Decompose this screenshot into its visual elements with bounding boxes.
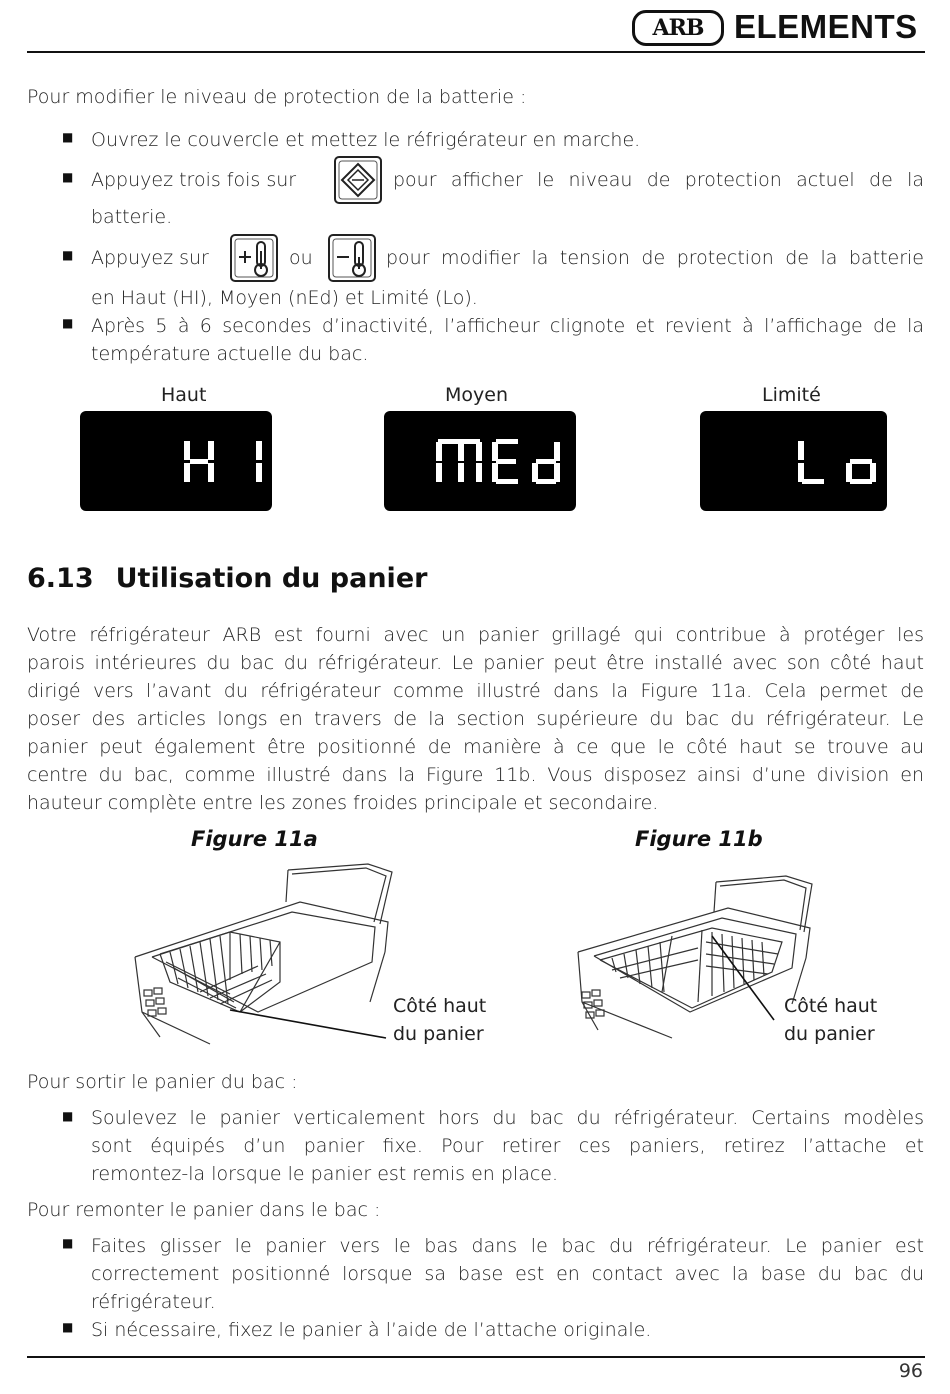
remove-step-line: Soulevez le panier verticalement hors du bac du réfrigérateur. Certains modèles [91,1107,924,1129]
bullet-marker: ■ [62,1109,74,1123]
figure-11a-callout-line2: du panier [393,1023,484,1045]
step-inactivity-b: température actuelle du bac. [91,343,369,365]
refit-intro: Pour remonter le panier dans le bac : [27,1199,381,1221]
arb-logo [632,10,724,46]
intro-text: Pour modifier le niveau de protection de la batterie : [27,86,527,108]
display-label-limited: Limité [762,384,821,406]
footer-rule [27,1356,925,1358]
step-press-plus-minus-a: Appuyez sur [91,247,209,269]
step-or: ou [289,247,313,269]
figure-11b-callout-line1: Côté haut [784,995,878,1017]
para-line: poser des articles longs en travers de la section supérieure du bac du réfrigérateur. Le [27,708,924,730]
display-label-high: Haut [161,384,207,406]
bullet-marker: ■ [62,130,74,144]
figure-11a-illustration [130,862,400,1047]
bullet-marker: ■ [62,1236,74,1250]
bullet-marker: ■ [62,170,74,184]
refit-step-line: correctement positionné lorsque sa base est en contact avec la base du bac du [91,1263,924,1285]
logo-text: ARB [652,15,704,41]
section-title: Utilisation du panier [115,563,428,594]
para-line: panier peut également être positionné de manière à ce que le côté haut se trouve au [27,736,924,758]
step-press-three-b: pour afficher le niveau de protection actuel de la [393,169,924,191]
step-press-three-a: Appuyez trois fois sur [91,169,297,191]
step-press-plus-minus-b: pour modifier la tension de protection de la batterie [386,247,924,269]
para-line: hauteur complète entre les zones froides principale et secondaire. [27,792,659,814]
para-line: dirigé vers l’avant du réfrigérateur comme illustré dans la Figure 11a. Cela permet de [27,680,924,702]
step-press-plus-minus-c: en Haut (HI), Moyen (nEd) et Limité (Lo). [91,287,478,309]
bullet-marker: ■ [62,316,74,330]
remove-step-line: remontez-la lorsque le panier est remis en place. [91,1163,559,1185]
step-open-lid: Ouvrez le couvercle et mettez le réfrigérateur en marche. [91,129,641,151]
bullet-marker: ■ [62,248,74,262]
display-label-medium: Moyen [445,384,508,406]
para-line: centre du bac, comme illustré dans la Figure 11b. Vous disposez ainsi d’une division en [27,764,924,786]
section-number: 6.13 [27,563,94,594]
lcd-display-limited [700,411,887,511]
para-line: parois intérieures du bac du réfrigérateur. Le panier peut être installé avec son côté haut [27,652,924,674]
step-press-three-c: batterie. [91,206,173,228]
figure-11a-caption: Figure 11a [191,827,318,851]
header-rule [27,51,925,53]
lcd-display-medium [384,411,576,511]
remove-intro: Pour sortir le panier du bac : [27,1071,298,1093]
remove-step-line: sont équipés d’un panier fixe. Pour retirer ces paniers, retirez l’attache et [91,1135,924,1157]
thermometer-minus-icon [327,233,377,283]
figure-11a-callout-line1: Côté haut [393,995,487,1017]
step-inactivity-a: Après 5 à 6 secondes d’inactivité, l’afficheur clignote et revient à l’affichage de la [91,315,924,337]
figure-11b-callout-line2: du panier [784,1023,875,1045]
refit-step-line: Faites glisser le panier vers le bas dans le bac du réfrigérateur. Le panier est [91,1235,924,1257]
lcd-digits-high [80,411,272,511]
lcd-digits-medium [384,411,576,511]
brand-title: ELEMENTS [734,8,918,45]
refit-step-fix: Si nécessaire, fixez le panier à l’aide de l’attache originale. [91,1319,652,1341]
thermometer-plus-icon [229,233,279,283]
figure-11b-caption: Figure 11b [635,827,763,851]
battery-mode-button-icon [333,155,383,205]
bullet-marker: ■ [62,1320,74,1334]
para-line: Votre réfrigérateur ARB est fourni avec un panier grillagé qui contribue à protéger les [27,624,924,646]
lcd-display-high [80,411,272,511]
section-heading [27,563,427,594]
refit-step-line: réfrigérateur. [91,1291,216,1313]
page-number: 96 [898,1360,923,1382]
lcd-digits-limited [700,411,887,511]
